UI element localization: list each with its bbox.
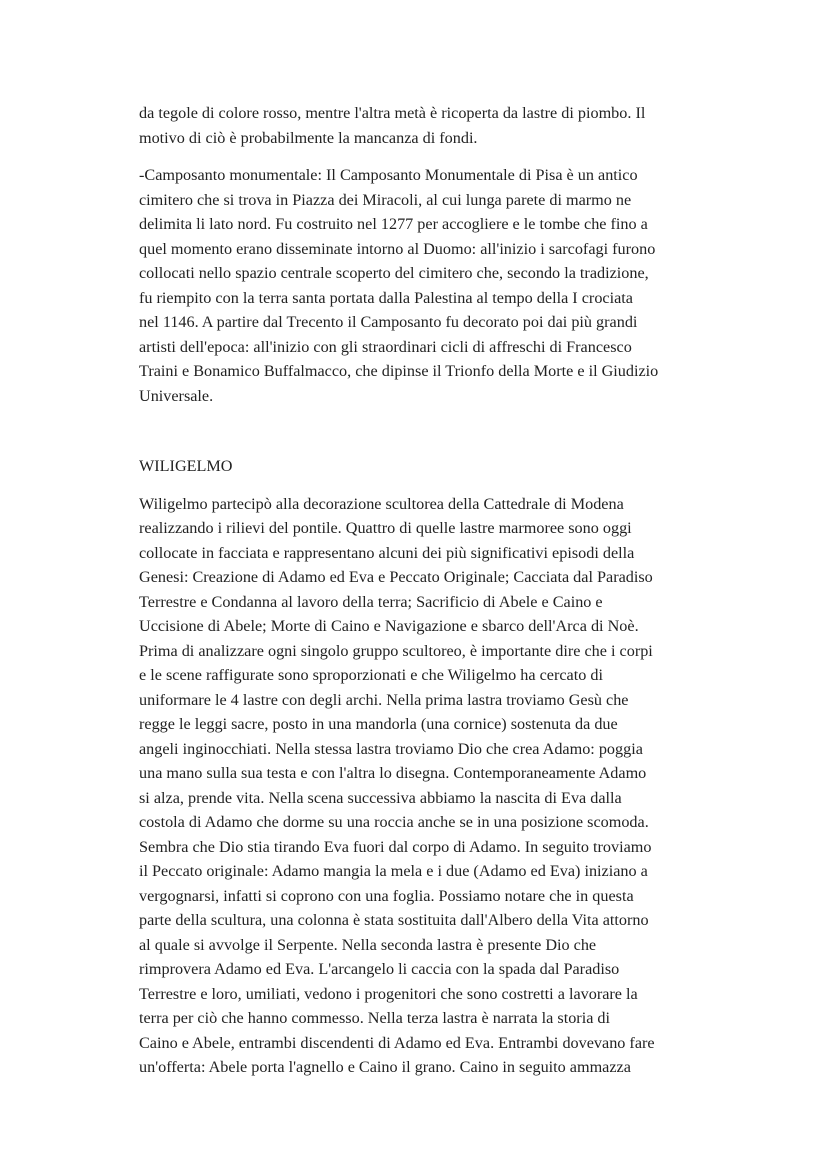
- text-line: il Peccato originale: Adamo mangia la mela e i due (Adamo ed Eva) iniziano a: [139, 862, 648, 880]
- text-line: terra per ciò che hanno commesso. Nella terza lastra è narrata la storia di: [139, 1009, 611, 1027]
- text-line: da tegole di colore rosso, mentre l'altra metà è ricoperta da lastre di piombo. Il: [139, 104, 646, 122]
- text-line: al quale si avvolge il Serpente. Nella seconda lastra è presente Dio che: [139, 935, 597, 954]
- text-line: quel momento erano disseminate intorno al Duomo: all'inizio i sarcofagi furono: [139, 239, 656, 258]
- text-line: Caino e Abele, entrambi discendenti di Adamo ed Eva. Entrambi dovevano fare: [139, 1033, 655, 1052]
- text-line: si alza, prende vita. Nella scena successiva abbiamo la nascita di Eva dalla: [139, 788, 622, 807]
- text-line: parte della scultura, una colonna è stata sostituita dall'Albero della Vita attorno: [139, 911, 649, 929]
- text-line: collocati nello spazio centrale scoperto del cimitero che, secondo la tradizione,: [139, 264, 649, 282]
- text-line: -Camposanto monumentale: Il Camposanto Monumentale di Pisa è un antico: [139, 166, 638, 184]
- text-line: regge le leggi sacre, posto in una mandorla (una cornice) sostenuta da due: [139, 715, 618, 733]
- text-line: collocate in facciata e rappresentano alcuni dei più significativi episodi della: [139, 543, 635, 562]
- document-page: [139, 101, 699, 1093]
- text-line: e le scene raffigurate sono sproporzionati e che Wiligelmo ha cercato di: [139, 666, 603, 684]
- text-line: un'offerta: Abele porta l'agnello e Caino il grano. Caino in seguito ammazza: [139, 1058, 631, 1076]
- paragraph-roof: [139, 101, 699, 150]
- text-line: Terrestre e loro, umiliati, vedono i progenitori che sono costretti a lavorare la: [139, 984, 638, 1003]
- text-line: rimprovera Adamo ed Eva. L'arcangelo li caccia con la spada dal Paradiso: [139, 960, 620, 978]
- text-line: Prima di analizzare ogni singolo gruppo scultoreo, è importante dire che i corpi: [139, 641, 653, 660]
- paragraph-wiligelmo: [139, 492, 699, 1080]
- text-line: fu riempito con la terra santa portata dalla Palestina al tempo della I crociata: [139, 288, 633, 307]
- text-line: Genesi: Creazione di Adamo ed Eva e Peccato Originale; Cacciata dal Paradiso: [139, 568, 653, 586]
- text-line: angeli inginocchiati. Nella stessa lastra troviamo Dio che crea Adamo: poggia: [139, 739, 643, 758]
- text-line: una mano sulla sua testa e con l'altra lo disegna. Contemporaneamente Adamo: [139, 764, 647, 782]
- text-line: costola di Adamo che dorme su una roccia anche se in una posizione scomoda.: [139, 813, 649, 831]
- text-line: Uccisione di Abele; Morte di Caino e Navigazione e sbarco dell'Arca di Noè.: [139, 617, 639, 635]
- text-line: artisti dell'epoca: all'inizio con gli straordinari cicli di affreschi di Francesco: [139, 337, 632, 356]
- text-line: cimitero che si trova in Piazza dei Miracoli, al cui lunga parete di marmo ne: [139, 190, 632, 209]
- text-line: realizzando i rilievi del pontile. Quattro di quelle lastre marmoree sono oggi: [139, 519, 632, 537]
- text-line: nel 1146. A partire dal Trecento il Camposanto fu decorato poi dai più grandi: [139, 313, 638, 331]
- text-line: delimita li lato nord. Fu costruito nel 1277 per accogliere e le tombe che fino a: [139, 215, 648, 233]
- text-line: Traini e Bonamico Buffalmacco, che dipinse il Trionfo della Morte e il Giudizio: [139, 362, 659, 380]
- text-line: Wiligelmo partecipò alla decorazione scultorea della Cattedrale di Modena: [139, 494, 624, 513]
- section-heading-wiligelmo: WILIGELMO: [139, 457, 233, 475]
- text-line: Sembra che Dio stia tirando Eva fuori dal corpo di Adamo. In seguito troviamo: [139, 837, 652, 856]
- text-line: uniformare le 4 lastre con degli archi. Nella prima lastra troviamo Gesù che: [139, 690, 629, 709]
- text-line: vergognarsi, infatti si coprono con una foglia. Possiamo notare che in questa: [139, 886, 634, 905]
- text-line: Universale.: [139, 386, 214, 405]
- paragraph-camposanto: [139, 163, 699, 408]
- text-line: Terrestre e Condanna al lavoro della terra; Sacrificio di Abele e Caino e: [139, 592, 603, 611]
- text-line: motivo di ciò è probabilmente la mancanza di fondi.: [139, 128, 478, 147]
